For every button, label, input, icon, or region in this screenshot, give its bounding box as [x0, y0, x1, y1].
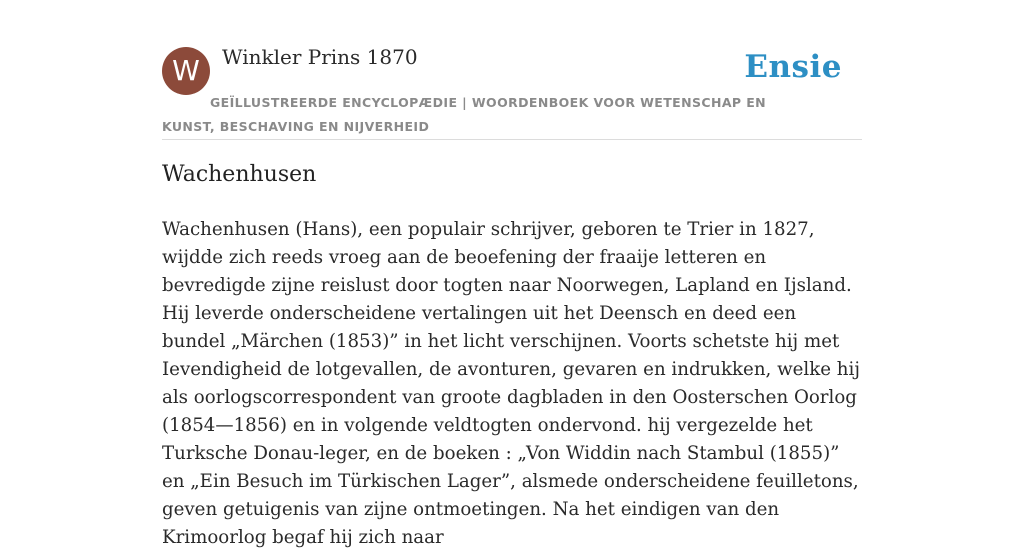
header-divider [162, 139, 862, 140]
article-title: Wachenhusen [162, 162, 317, 187]
source-subtitle: GEÏLLUSTREERDE ENCYCLOPÆDIE | WOORDENBOEK VOOR WETENSCHAP EN KUNST, BESCHAVING EN NIJVERHEID [162, 95, 767, 134]
article-body: Wachenhusen (Hans), een populair schrijver, geboren te Trier in 1827, wijdde zich reeds vroeg aan de beoefening der fraaije letteren en bevredigde zijne reislust door togten naar Noorwegen, Lapland en Ijsland. Hij leverde onderscheidene vertalingen uit het Deensch en deed een bundel „Märchen (1853)” in het licht verschijnen. Voorts schetste hij met Ievendigheid de lotgevallen, de avonturen, gevaren en indrukken, welke hij als oorlogscorrespondent van groote dagbladen in den Oosterschen Oorlog (1854—1856) en in volgende veldtogten ondervond. hij vergezelde het Turksche Donau-leger, en de boeken : „Von Widdin nach Stambul (1855)” en „Ein Besuch im Türkischen Lager”, alsmede onderscheidene feuilletons, geven getuigenis van zijne ontmoetingen. Na het eindigen van den Krimoorlog begaf hij zich naar [162, 219, 860, 548]
source-title[interactable]: Winkler Prins 1870 [222, 45, 418, 69]
source-avatar[interactable]: W [162, 47, 210, 95]
ensie-logo-link[interactable]: Ensie [744, 49, 842, 85]
